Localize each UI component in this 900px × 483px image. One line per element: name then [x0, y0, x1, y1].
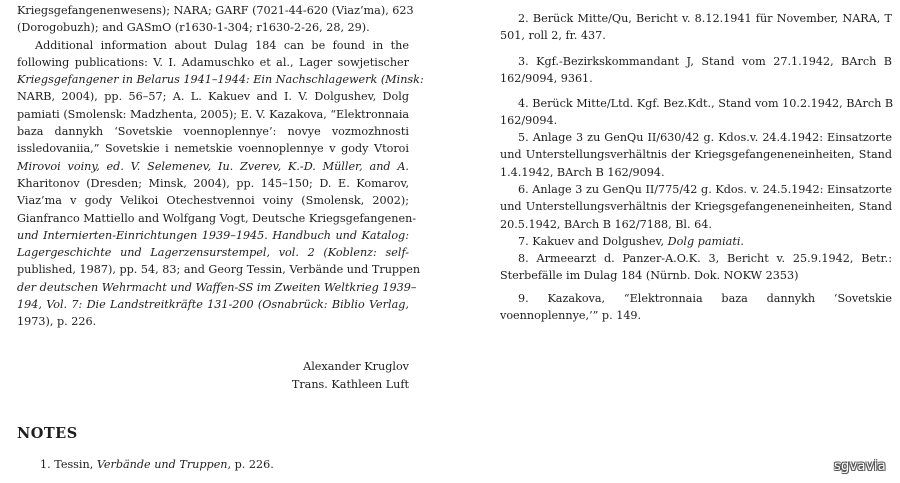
translator-name: Trans. Kathleen Luft — [291, 378, 409, 391]
text-line: following publications: V. I. Adamuschko et al., Lager sowjetischer — [17, 55, 409, 69]
text-line: Additional information about Dulag 184 can be found in the — [35, 38, 409, 52]
note-7-prefix: 7. Kakuev and Dolgushev, — [518, 235, 668, 248]
text-line: 5. Anlage 3 zu GenQu II/630/42 g. Kdos.v. 24.4.1942: Einsatzorte — [518, 131, 892, 144]
text-line: der deutschen Wehrmacht und Waffen-SS im Zweiten Weltkrieg 1939– — [17, 280, 417, 294]
text-line: 162/9094. — [500, 114, 558, 128]
text-line: 194, Vol. 7: Die Landstreitkräfte 131-200 (Osnabrück: Biblio Verlag, — [17, 298, 409, 312]
text-line: 8. Armeearzt d. Panzer-A.O.K. 3, Bericht v. 25.9.1942, Betr.: — [518, 252, 892, 265]
note-7-title: Dolg pamiati. — [667, 235, 744, 248]
note-7 — [500, 233, 892, 250]
note-1-prefix: 1. Tessin, — [40, 458, 97, 471]
text-line: 9. Kazakova, “Elektronnaia baza dannykh ‘Sovetskie — [518, 292, 892, 305]
text-line: voennoplennye,’” p. 149. — [500, 309, 642, 323]
note-2 — [500, 10, 892, 45]
text-line: published, 1987), pp. 54, 83; and Georg Tessin, Verbände und Truppen — [17, 263, 421, 277]
text-line: 162/9094, 9361. — [500, 72, 593, 86]
text-line — [500, 233, 892, 250]
text-line: (Dorogobuzh); and GASmO (r1630-1-304; r1630-2-26, 28, 29). — [17, 21, 370, 35]
text-line: 501, roll 2, fr. 437. — [500, 29, 606, 43]
note-8 — [500, 250, 892, 285]
text-line: 1973), p. 226. — [17, 315, 97, 329]
text-line: Kriegsgefangenenwesens); NARA; GARF (7021-44-620 (Viaz’ma), 623 — [17, 4, 414, 17]
text-line: Lagergeschichte und Lagerzensurstempel, vol. 2 (Koblenz: self- — [17, 246, 409, 260]
note-3 — [500, 53, 892, 88]
text-line: pamiati (Smolensk: Madzhenta, 2005); E. V. Kazakova, “Elektronnaia — [17, 107, 410, 121]
text-line: 3. Kgf.-Bezirkskommandant J, Stand vom 27.1.1942, BArch B — [518, 55, 892, 68]
left-column — [17, 2, 424, 331]
text-line: 1.4.1942, BArch B 162/9094. — [500, 165, 665, 179]
note-5 — [500, 129, 892, 181]
notes-heading: NOTES — [17, 425, 78, 442]
text-line: baza dannykh ‘Sovetskie voennoplennye’: novye vozmozhnosti — [17, 125, 409, 139]
text-line: und Unterstellungsverhältnis der Kriegsgefangeneneinheiten, Stand — [500, 148, 892, 162]
text-line: und Internierten-Einrichtungen 1939–1945. Handbuch und Katalog: — [17, 228, 409, 242]
text-line: und Unterstellungsverhältnis der Kriegsgefangeneneinheiten, Stand — [500, 200, 892, 214]
text-line: Mirovoi voiny, ed. V. Selemenev, Iu. Zverev, K.-D. Müller, and A. — [17, 159, 409, 173]
text-line: 6. Anlage 3 zu GenQu II/775/42 g. Kdos. v. 24.5.1942: Einsatzorte — [518, 183, 892, 196]
text-line: 2. Berück Mitte/Qu, Bericht v. 8.12.1941 für November, NARA, T — [518, 12, 892, 25]
text-line: issledovaniia,” Sovetskie i nemetskie voennoplennye v gody Vtoroi — [17, 142, 409, 156]
note-1 — [40, 458, 274, 471]
note-1-title: Verbände und Truppen — [96, 458, 228, 471]
note-6 — [500, 181, 892, 233]
note-9 — [500, 290, 892, 325]
text-line: 20.5.1942, BArch B 162/7188, Bl. 64. — [500, 217, 712, 231]
note-1-suffix: , p. 226. — [227, 458, 274, 471]
text-line: Kharitonov (Dresden; Minsk, 2004), pp. 145–150; D. E. Komarov, — [17, 176, 409, 190]
text-line: Gianfranco Mattiello and Wolfgang Vogt, Deutsche Kriegsgefangenen- — [17, 211, 417, 225]
text-line: Viaz’ma v gody Velikoi Otechestvennoi voiny (Smolensk, 2002); — [17, 194, 409, 208]
text-line: NARB, 2004), pp. 56–57; A. L. Kakuev and I. V. Dolgushev, Dolg — [17, 90, 409, 104]
note-4 — [500, 95, 892, 130]
text-line: 4. Berück Mitte/Ltd. Kgf. Bez.Kdt., Stand vom 10.2.1942, BArch B — [518, 97, 894, 110]
author-name: Alexander Kruglov — [303, 360, 409, 373]
text-line: Sterbefälle im Dulag 184 (Nürnb. Dok. NOKW 2353) — [500, 269, 799, 283]
watermark: sgvavia — [833, 459, 886, 474]
text-line: Kriegsgefangener in Belarus 1941–1944: Ein Nachschlagewerk (Minsk: — [17, 73, 424, 87]
